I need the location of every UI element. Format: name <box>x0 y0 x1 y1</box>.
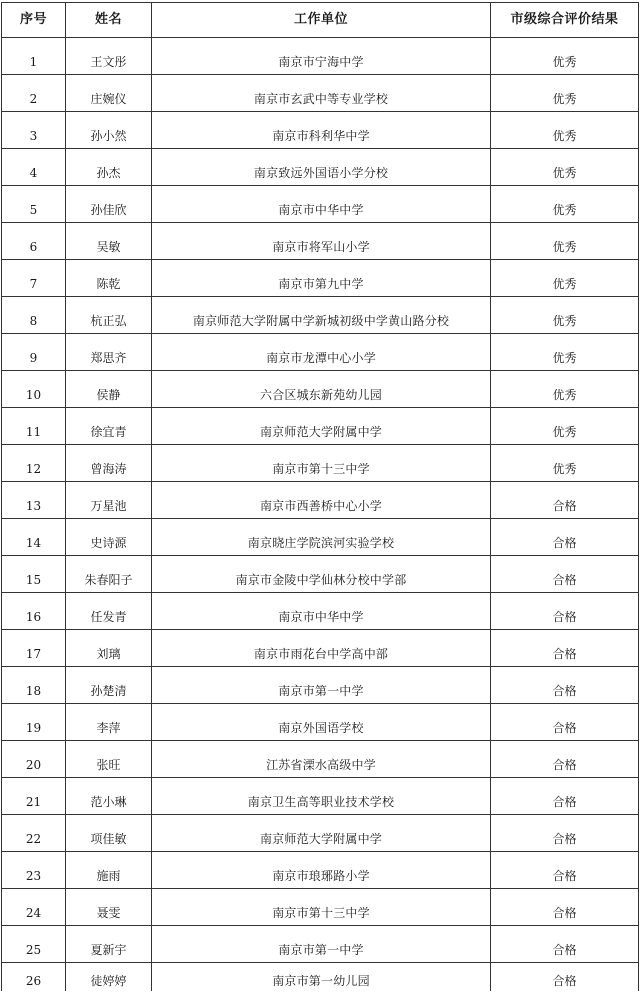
table-row <box>2 75 639 112</box>
cell-name: 施雨 <box>66 852 152 889</box>
table-row <box>2 778 639 815</box>
table-row <box>2 445 639 482</box>
cell-name: 朱春阳子 <box>66 556 152 593</box>
cell-work-unit: 南京市科利华中学 <box>152 112 491 149</box>
cell-serial-number: 9 <box>2 334 66 371</box>
table-row <box>2 297 639 334</box>
cell-serial-number: 12 <box>2 445 66 482</box>
cell-serial-number: 11 <box>2 408 66 445</box>
table-row <box>2 889 639 926</box>
cell-evaluation-result: 优秀 <box>491 75 639 112</box>
cell-serial-number: 4 <box>2 149 66 186</box>
cell-serial-number: 26 <box>2 963 66 992</box>
table-body <box>2 38 639 992</box>
cell-work-unit: 南京市将军山小学 <box>152 223 491 260</box>
cell-serial-number: 17 <box>2 630 66 667</box>
cell-serial-number: 10 <box>2 371 66 408</box>
cell-work-unit: 南京卫生高等职业技术学校 <box>152 778 491 815</box>
table-row <box>2 630 639 667</box>
cell-evaluation-result: 优秀 <box>491 408 639 445</box>
cell-serial-number: 25 <box>2 926 66 963</box>
cell-name: 聂雯 <box>66 889 152 926</box>
cell-work-unit: 南京市玄武中等专业学校 <box>152 75 491 112</box>
cell-work-unit: 南京市中华中学 <box>152 186 491 223</box>
cell-serial-number: 2 <box>2 75 66 112</box>
table-row <box>2 704 639 741</box>
table-row <box>2 852 639 889</box>
cell-serial-number: 14 <box>2 519 66 556</box>
table-row <box>2 963 639 992</box>
cell-work-unit: 南京市琅琊路小学 <box>152 852 491 889</box>
cell-name: 侯静 <box>66 371 152 408</box>
cell-work-unit: 南京市中华中学 <box>152 593 491 630</box>
cell-work-unit: 南京市第一幼儿园 <box>152 963 491 992</box>
cell-serial-number: 18 <box>2 667 66 704</box>
cell-evaluation-result: 合格 <box>491 926 639 963</box>
cell-serial-number: 20 <box>2 741 66 778</box>
cell-serial-number: 24 <box>2 889 66 926</box>
cell-work-unit: 南京晓庄学院滨河实验学校 <box>152 519 491 556</box>
cell-evaluation-result: 合格 <box>491 815 639 852</box>
cell-work-unit: 南京师范大学附属中学 <box>152 815 491 852</box>
cell-name: 李萍 <box>66 704 152 741</box>
cell-name: 万星池 <box>66 482 152 519</box>
cell-serial-number: 19 <box>2 704 66 741</box>
cell-evaluation-result: 合格 <box>491 852 639 889</box>
cell-name: 陈乾 <box>66 260 152 297</box>
header-work-unit: 工作单位 <box>152 3 491 38</box>
cell-serial-number: 21 <box>2 778 66 815</box>
table-row <box>2 667 639 704</box>
cell-name: 孙佳欣 <box>66 186 152 223</box>
cell-work-unit: 六合区城东新苑幼儿园 <box>152 371 491 408</box>
cell-evaluation-result: 合格 <box>491 889 639 926</box>
cell-evaluation-result: 合格 <box>491 667 639 704</box>
cell-evaluation-result: 优秀 <box>491 112 639 149</box>
cell-evaluation-result: 合格 <box>491 519 639 556</box>
cell-evaluation-result: 合格 <box>491 593 639 630</box>
cell-evaluation-result: 优秀 <box>491 445 639 482</box>
evaluation-results-table <box>1 2 639 991</box>
cell-name: 吴敏 <box>66 223 152 260</box>
cell-work-unit: 南京市第一中学 <box>152 926 491 963</box>
cell-serial-number: 23 <box>2 852 66 889</box>
cell-serial-number: 15 <box>2 556 66 593</box>
cell-evaluation-result: 优秀 <box>491 186 639 223</box>
cell-name: 曾海涛 <box>66 445 152 482</box>
cell-work-unit: 南京师范大学附属中学新城初级中学黄山路分校 <box>152 297 491 334</box>
cell-name: 史诗源 <box>66 519 152 556</box>
cell-name: 孙小然 <box>66 112 152 149</box>
table-row <box>2 926 639 963</box>
table-header <box>2 3 639 38</box>
cell-serial-number: 5 <box>2 186 66 223</box>
cell-name: 张旺 <box>66 741 152 778</box>
cell-serial-number: 3 <box>2 112 66 149</box>
cell-evaluation-result: 优秀 <box>491 334 639 371</box>
table-row <box>2 593 639 630</box>
cell-work-unit: 南京外国语学校 <box>152 704 491 741</box>
cell-evaluation-result: 合格 <box>491 963 639 992</box>
cell-name: 杭正弘 <box>66 297 152 334</box>
cell-serial-number: 8 <box>2 297 66 334</box>
cell-name: 任发青 <box>66 593 152 630</box>
cell-evaluation-result: 合格 <box>491 630 639 667</box>
table-row <box>2 149 639 186</box>
header-evaluation-result: 市级综合评价结果 <box>491 3 639 38</box>
table-row <box>2 334 639 371</box>
cell-evaluation-result: 优秀 <box>491 371 639 408</box>
cell-serial-number: 7 <box>2 260 66 297</box>
cell-name: 刘璃 <box>66 630 152 667</box>
cell-serial-number: 13 <box>2 482 66 519</box>
cell-name: 孙杰 <box>66 149 152 186</box>
cell-work-unit: 南京市第十三中学 <box>152 445 491 482</box>
cell-serial-number: 1 <box>2 38 66 75</box>
cell-name: 徒婷婷 <box>66 963 152 992</box>
cell-evaluation-result: 合格 <box>491 556 639 593</box>
table-row <box>2 482 639 519</box>
cell-evaluation-result: 优秀 <box>491 260 639 297</box>
cell-work-unit: 南京市西善桥中心小学 <box>152 482 491 519</box>
cell-evaluation-result: 合格 <box>491 741 639 778</box>
cell-name: 庄婉仪 <box>66 75 152 112</box>
table-row <box>2 556 639 593</box>
cell-work-unit: 南京市金陵中学仙林分校中学部 <box>152 556 491 593</box>
cell-serial-number: 22 <box>2 815 66 852</box>
cell-name: 王文彤 <box>66 38 152 75</box>
cell-evaluation-result: 合格 <box>491 482 639 519</box>
table-row <box>2 408 639 445</box>
cell-work-unit: 南京市宁海中学 <box>152 38 491 75</box>
cell-name: 夏新宇 <box>66 926 152 963</box>
cell-work-unit: 南京市雨花台中学高中部 <box>152 630 491 667</box>
cell-serial-number: 6 <box>2 223 66 260</box>
cell-work-unit: 南京市第一中学 <box>152 667 491 704</box>
cell-evaluation-result: 优秀 <box>491 149 639 186</box>
cell-name: 郑思齐 <box>66 334 152 371</box>
cell-name: 范小琳 <box>66 778 152 815</box>
table-row <box>2 260 639 297</box>
cell-evaluation-result: 合格 <box>491 778 639 815</box>
cell-evaluation-result: 优秀 <box>491 297 639 334</box>
header-serial-number: 序号 <box>2 3 66 38</box>
cell-name: 孙楚清 <box>66 667 152 704</box>
cell-name: 徐宜青 <box>66 408 152 445</box>
table-row <box>2 223 639 260</box>
table-row <box>2 186 639 223</box>
header-name: 姓名 <box>66 3 152 38</box>
table-row <box>2 519 639 556</box>
table-row <box>2 371 639 408</box>
table-row <box>2 741 639 778</box>
cell-work-unit: 南京师范大学附属中学 <box>152 408 491 445</box>
cell-name: 项佳敏 <box>66 815 152 852</box>
cell-evaluation-result: 优秀 <box>491 223 639 260</box>
cell-work-unit: 南京市第九中学 <box>152 260 491 297</box>
header-row <box>2 3 639 38</box>
table-row <box>2 815 639 852</box>
cell-work-unit: 江苏省溧水高级中学 <box>152 741 491 778</box>
table-row <box>2 38 639 75</box>
table-row <box>2 112 639 149</box>
cell-work-unit: 南京市龙潭中心小学 <box>152 334 491 371</box>
cell-work-unit: 南京市第十三中学 <box>152 889 491 926</box>
cell-serial-number: 16 <box>2 593 66 630</box>
cell-work-unit: 南京致远外国语小学分校 <box>152 149 491 186</box>
cell-evaluation-result: 优秀 <box>491 38 639 75</box>
cell-evaluation-result: 合格 <box>491 704 639 741</box>
